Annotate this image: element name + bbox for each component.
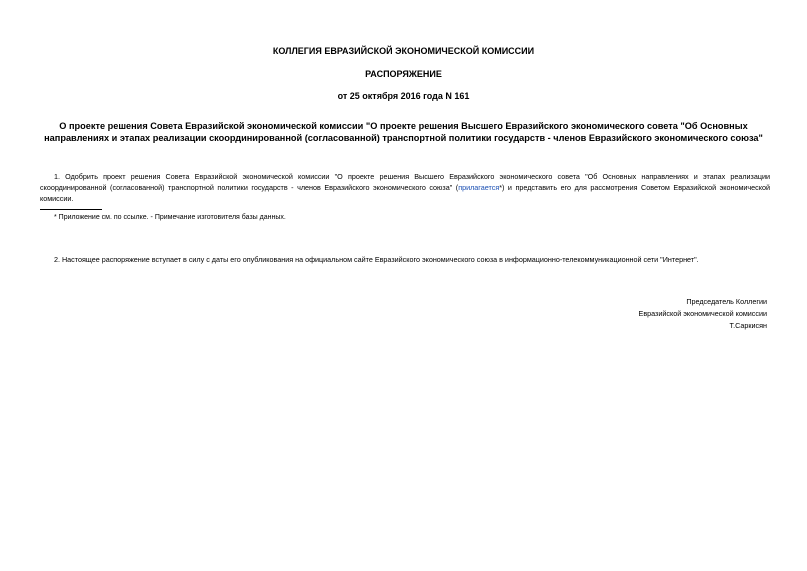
document-subject bbox=[40, 120, 767, 144]
document-date-number: от 25 октября 2016 года N 161 bbox=[337, 91, 470, 101]
signature-position: Председатель Коллегии bbox=[686, 297, 767, 306]
subject-line-1: О проекте решения Совета Евразийской экономической комиссии "О проекте решения Высшего Евразийского экономического совета "Об Основных bbox=[59, 121, 748, 131]
organization-heading: КОЛЛЕГИЯ ЕВРАЗИЙСКОЙ ЭКОНОМИЧЕСКОЙ КОМИССИИ bbox=[272, 46, 535, 56]
paragraph-1-text-start: 1. Одобрить проект решения Совета Евразийской экономической комиссии "О проекте решения Высшего Евразийского экономического совета "Об Основных направлениях и этапах реализации скоординированной (согласованной) транспортной политики государств - членов Евразийского экономического союза" ( bbox=[40, 172, 770, 192]
document-type-heading: РАСПОРЯЖЕНИЕ bbox=[365, 69, 442, 79]
signature-block bbox=[639, 296, 767, 332]
attachment-link[interactable]: прилагается bbox=[458, 183, 500, 192]
paragraph-1 bbox=[40, 171, 770, 204]
signature-organization: Евразийской экономической комиссии bbox=[638, 309, 767, 318]
signature-name: Т.Саркисян bbox=[729, 321, 767, 330]
paragraph-2: 2. Настоящее распоряжение вступает в силу с даты его опубликования на официальном сайте Евразийского экономического союза в информационно-телекоммуникационной сети "Интернет". bbox=[54, 255, 699, 264]
paragraph-1-text-end: *) и представить его для рассмотрения Советом Евразийской экономической комиссии. bbox=[40, 183, 770, 203]
footnote-divider bbox=[40, 209, 102, 210]
footnote: * Приложение см. по ссылке. - Примечание изготовителя базы данных. bbox=[54, 214, 286, 221]
subject-line-2: направлениях и этапах реализации скоординированной (согласованной) транспортной политики государств - членов Евразийского экономического союза" bbox=[44, 133, 763, 143]
